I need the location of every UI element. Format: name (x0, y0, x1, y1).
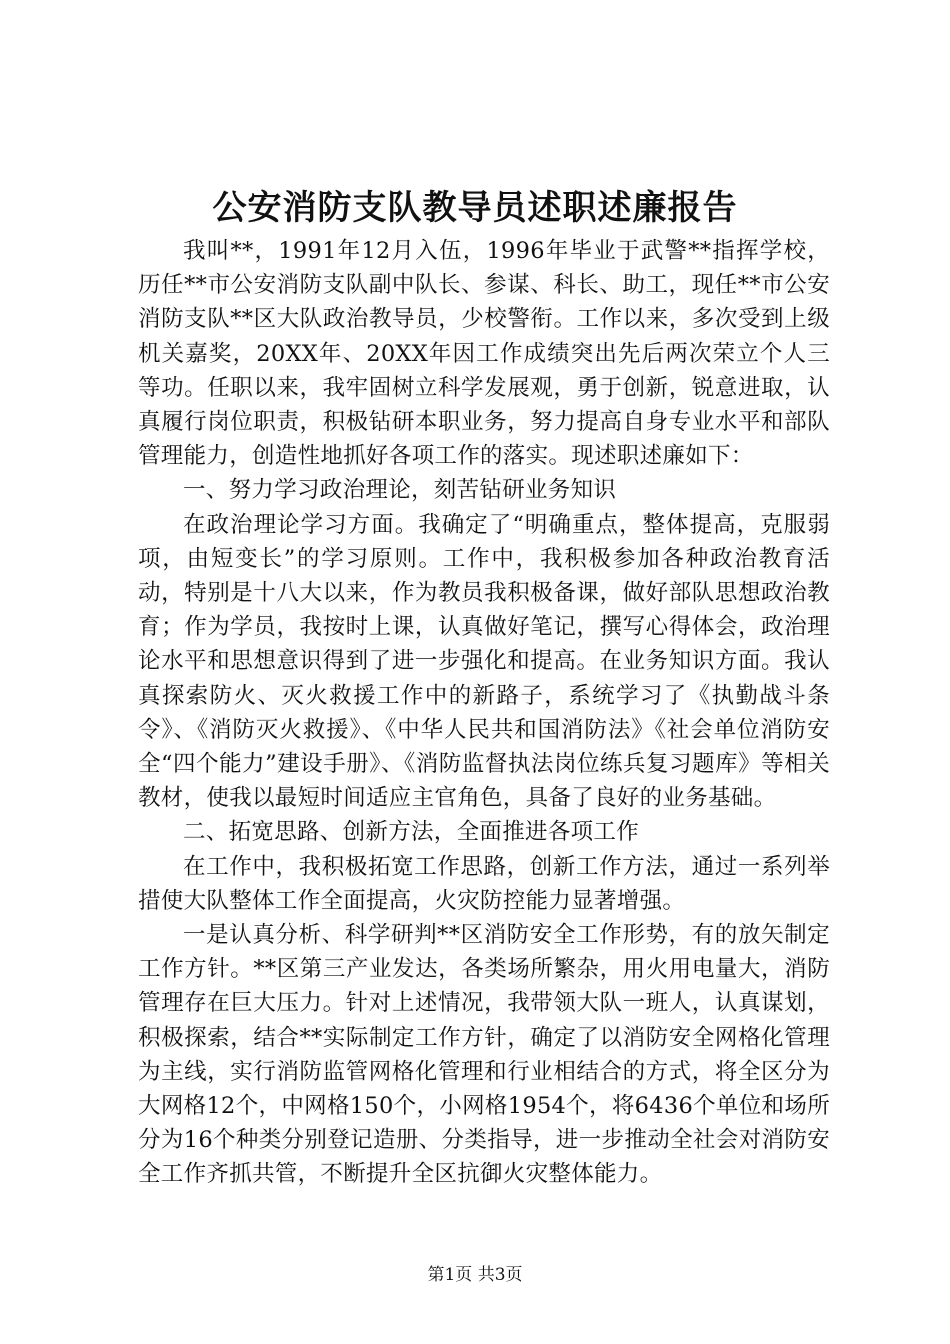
page-footer: 第1页 共3页 (427, 1265, 523, 1285)
paragraph-intro: 我叫**，1991年12月入伍，1996年毕业于武警**指挥学校，历任**市公安消防支队副中队长、参谋、科长、助工，现任**市公安消防支队**区大队政治教导员，少校警衔。工作以来，多次受到上级机关嘉奖，20XX年、20XX年因工作成绩突出先后两次荣立个人三等功。任职以来，我牢固树立科学发展观，勇于创新，锐意进取，认真履行岗位职责，积极钻研本职业务，努力提高自身专业水平和部队管理能力，创造性地抓好各项工作的落实。现述职述廉如下： (138, 238, 830, 470)
section-heading-1: 一、努力学习政治理论，刻苦钻研业务知识 (183, 477, 617, 504)
paragraph-study: 在政治理论学习方面。我确定了“明确重点，整体提高，克服弱项，由短变长”的学习原则。工作中，我积极参加各种政治教育活动，特别是十八大以来，作为教员我积极备课，做好部队思想政治教育；作为学员，我按时上课，认真做好笔记，撰写心得体会，政治理论水平和思想意识得到了进一步强化和提高。在业务知识方面。我认真探索防火、灭火救援工作中的新路子，系统学习了《执勤战斗条令》、《消防灭火救援》、《中华人民共和国消防法》《社会单位消防安全“四个能力”建设手册》、《消防监督执法岗位练兵复习题库》等相关教材，使我以最短时间适应主官角色，具备了良好的业务基础。 (138, 511, 830, 812)
section-heading-2: 二、拓宽思路、创新方法，全面推进各项工作 (183, 819, 640, 846)
document-title: 公安消防支队教导员述职述廉报告 (212, 188, 738, 228)
document-body (138, 234, 830, 1192)
paragraph-work: 在工作中，我积极拓宽工作思路，创新工作方法，通过一系列举措使大队整体工作全面提高，火灾防控能力显著增强。 (138, 853, 830, 914)
paragraph-analysis: 一是认真分析、科学研判**区消防安全工作形势，有的放矢制定工作方针。**区第三产业发达，各类场所繁杂，用火用电量大，消防管理存在巨大压力。针对上述情况，我带领大队一班人，认真谋划，积极探索，结合**实际制定工作方针，确定了以消防安全网格化管理为主线，实行消防监管网格化管理和行业相结合的方式，将全区分为大网格12个，中网格150个，小网格1954个，将6436个单位和场所分为16个种类分别登记造册、分类指导，进一步推动全社会对消防安全工作齐抓共管，不断提升全区抗御火灾整体能力。 (138, 922, 830, 1188)
